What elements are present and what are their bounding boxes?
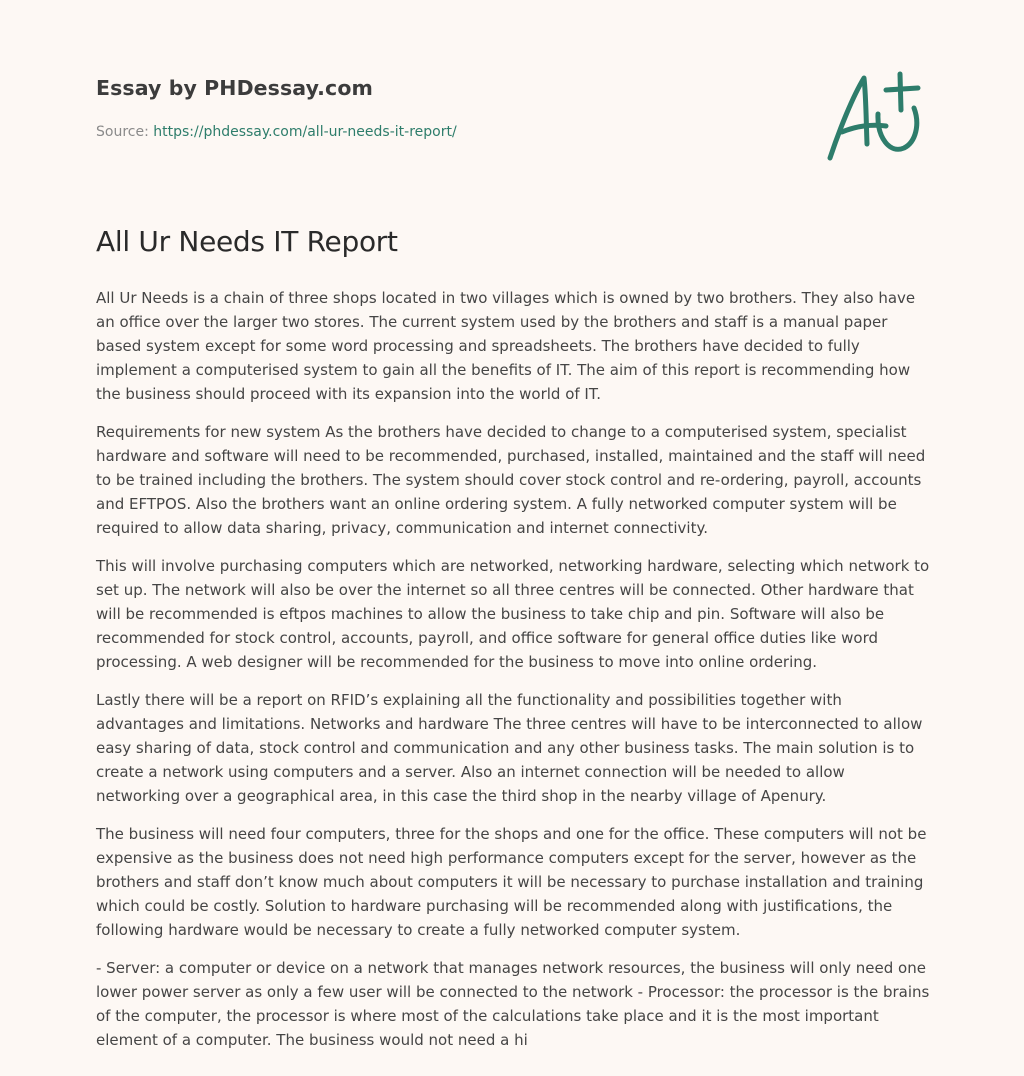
body-paragraph: Requirements for new system As the brothers have decided to change to a computerised system, specialist hardware and software will need to be recommended, purchased, installed, maintained and the staff will need to be trained including the brothers. The system should cover stock control and re-ordering, payroll, accounts and EFTPOS. Also the brothers want an online ordering system. A fully networked computer system will be required to allow data sharing, privacy, communication and internet connectivity. [96, 423, 926, 537]
source-line [96, 124, 457, 140]
body-paragraph: The business will need four computers, three for the shops and one for the office. These computers will not be expensive as the business does not need high performance computers except for the server, however as the brothers and staff don’t know much about computers it will be necessary to purchase installation and training which could be costly. Solution to hardware purchasing will be recommended along with justifications, the following hardware would be necessary to create a fully networked computer system. [96, 825, 927, 939]
body-paragraph: All Ur Needs is a chain of three shops located in two villages which is owned by two brothers. They also have an office over the larger two stores. The current system used by the brothers and staff is a manual paper based system except for some word processing and spreadsheets. The brothers have decided to fully implement a computerised system to gain all the benefits of IT. The aim of this report is recommending how the business should proceed with its expansion into the world of IT. [96, 289, 916, 403]
site-brand-title: Essay by PHDessay.com [96, 76, 373, 100]
document-title: All Ur Needs IT Report [96, 225, 398, 258]
body-paragraph: - Server: a computer or device on a network that manages network resources, the business will only need one lower power server as only a few user will be connected to the network - Processor: the processor is the brains of the computer, the processor is where most of the calculations take place and it is the most important element of a computer. The business would not need a hi [96, 959, 930, 1049]
body-paragraph: Lastly there will be a report on RFID’s explaining all the functionality and possibilities together with advantages and limitations. Networks and hardware The three centres will have to be interconnected to allow easy sharing of data, stock control and communication and any other business tasks. The main solution is to create a network using computers and a server. Also an internet connection will be needed to allow networking over a geographical area, in this case the third shop in the nearby village of Apenury. [96, 691, 923, 805]
source-link[interactable]: https://phdessay.com/all-ur-needs-it-report/ [153, 124, 457, 140]
document-body [96, 286, 932, 1066]
source-label: Source: [96, 124, 149, 140]
body-paragraph: This will involve purchasing computers which are networked, networking hardware, selecting which network to set up. The network will also be over the internet so all three centres will be connected. Other hardware that will be recommended is eftpos machines to allow the business to take chip and pin. Software will also be recommended for stock control, accounts, payroll, and office software for general office duties like word processing. A web designer will be recommended for the business to move into online ordering. [96, 557, 930, 671]
a-plus-logo-icon [820, 66, 932, 166]
